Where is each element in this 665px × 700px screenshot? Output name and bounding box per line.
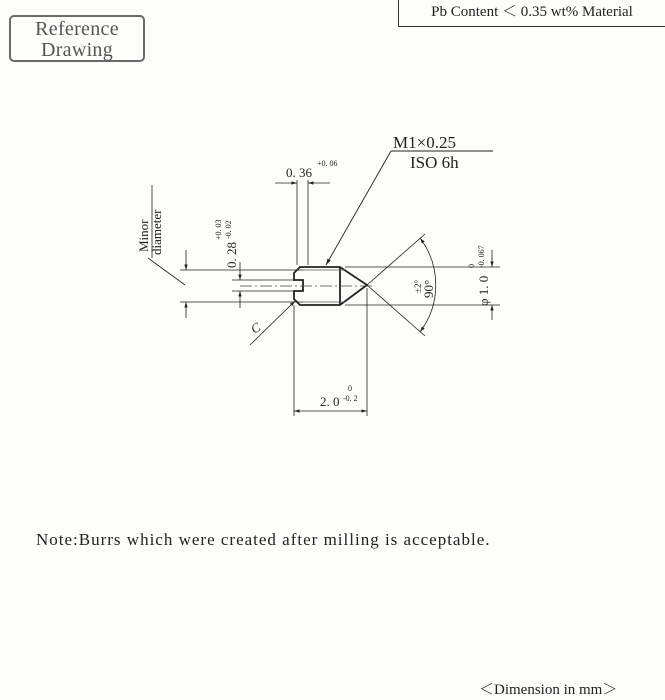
dimension-units-note: ＜Dimension in mm＞ xyxy=(479,682,618,698)
stamp-line-2: Drawing xyxy=(40,39,114,61)
outer-diameter-value: φ 1. 0 xyxy=(476,275,491,306)
slot-width-dimension xyxy=(275,180,330,265)
slot-depth-tol-lower: -0. 02 xyxy=(224,220,233,239)
slot-depth-dimension xyxy=(232,262,294,308)
length-tol-lower: -0. 2 xyxy=(343,394,358,403)
minor-diameter-label-1: Minor xyxy=(136,219,151,252)
thread-tolerance-label: ISO 6h xyxy=(410,153,459,172)
slot-width-value: 0. 36 xyxy=(286,165,312,180)
thread-spec-label: M1×0.25 xyxy=(393,133,456,152)
point-angle-value: 90° xyxy=(421,279,436,298)
slot-depth-value: 0. 28 xyxy=(224,242,239,268)
length-tol-upper: 0 xyxy=(348,384,352,393)
outer-diameter-tol-lower: -0. 067 xyxy=(477,245,486,268)
length-value: 2. 0 xyxy=(320,394,340,409)
burr-note: Note:Burrs which were created after milling is acceptable. xyxy=(36,530,491,549)
outer-diameter-tol-upper: 0 xyxy=(467,264,476,268)
material-note-box: Pb Content ＜ 0.35 wt% Material xyxy=(398,0,665,27)
slot-depth-tol-upper: +0. 03 xyxy=(214,219,223,240)
minor-diameter-label-2: diameter xyxy=(149,209,164,255)
stamp-line-1: Reference xyxy=(35,18,119,40)
point-angle-tol: ±2° xyxy=(413,279,423,293)
chamfer-label: C xyxy=(248,319,264,337)
slot-width-tol: +0. 06 xyxy=(317,159,338,168)
